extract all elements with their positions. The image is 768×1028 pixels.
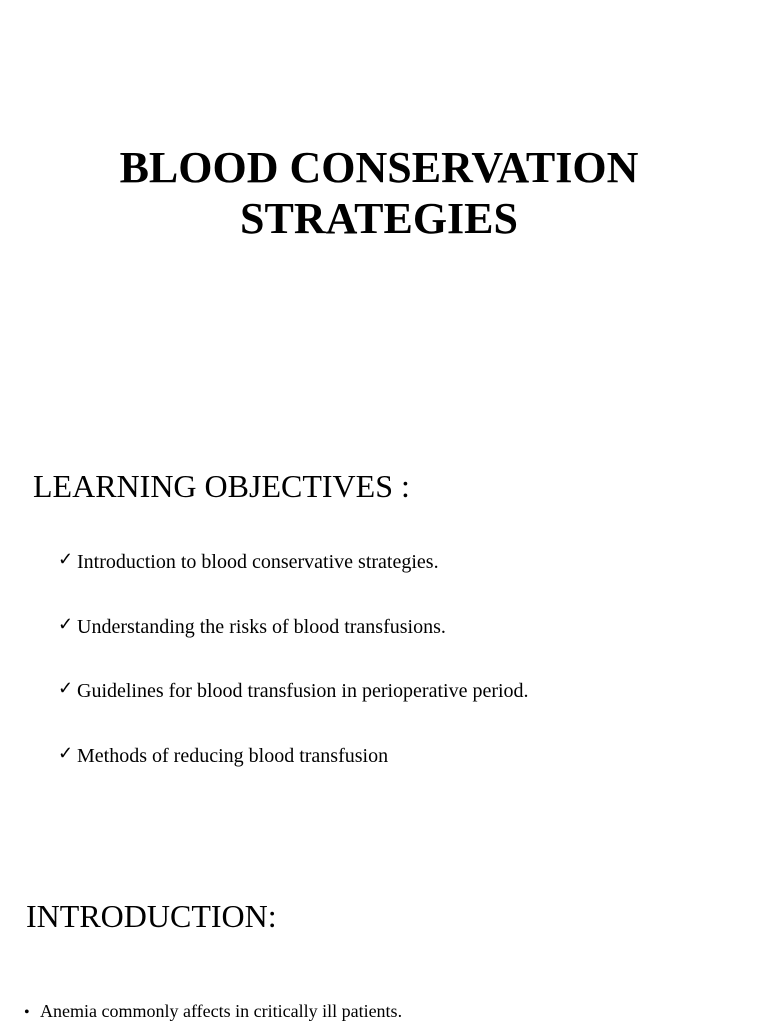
list-item xyxy=(24,996,402,1028)
objective-item xyxy=(58,545,529,610)
title-line-1: BLOOD CONSERVATION xyxy=(119,143,639,192)
list-item-text: Anemia commonly affects in critically ill patients. xyxy=(40,1001,403,1021)
objective-text: Understanding the risks of blood transfusions. xyxy=(77,615,446,638)
page-title xyxy=(0,142,758,244)
learning-objectives-heading: LEARNING OBJECTIVES : xyxy=(33,468,410,504)
introduction-heading: INTRODUCTION: xyxy=(26,898,277,934)
objective-text: Methods of reducing blood transfusion xyxy=(77,744,389,767)
check-icon: ✓ xyxy=(58,678,74,698)
objective-item xyxy=(58,610,529,675)
objective-item xyxy=(58,739,529,804)
objectives-list xyxy=(58,545,529,803)
introduction-list xyxy=(24,996,402,1028)
objective-text: Introduction to blood conservative strategies. xyxy=(77,551,439,573)
check-icon: ✓ xyxy=(58,742,74,763)
bullet-icon: • xyxy=(24,1004,30,1021)
check-icon: ✓ xyxy=(58,613,74,634)
objective-text: Guidelines for blood transfusion in perioperative period. xyxy=(77,680,529,702)
check-icon: ✓ xyxy=(58,549,74,569)
objective-item xyxy=(58,674,529,739)
title-line-2: STRATEGIES xyxy=(240,194,518,243)
